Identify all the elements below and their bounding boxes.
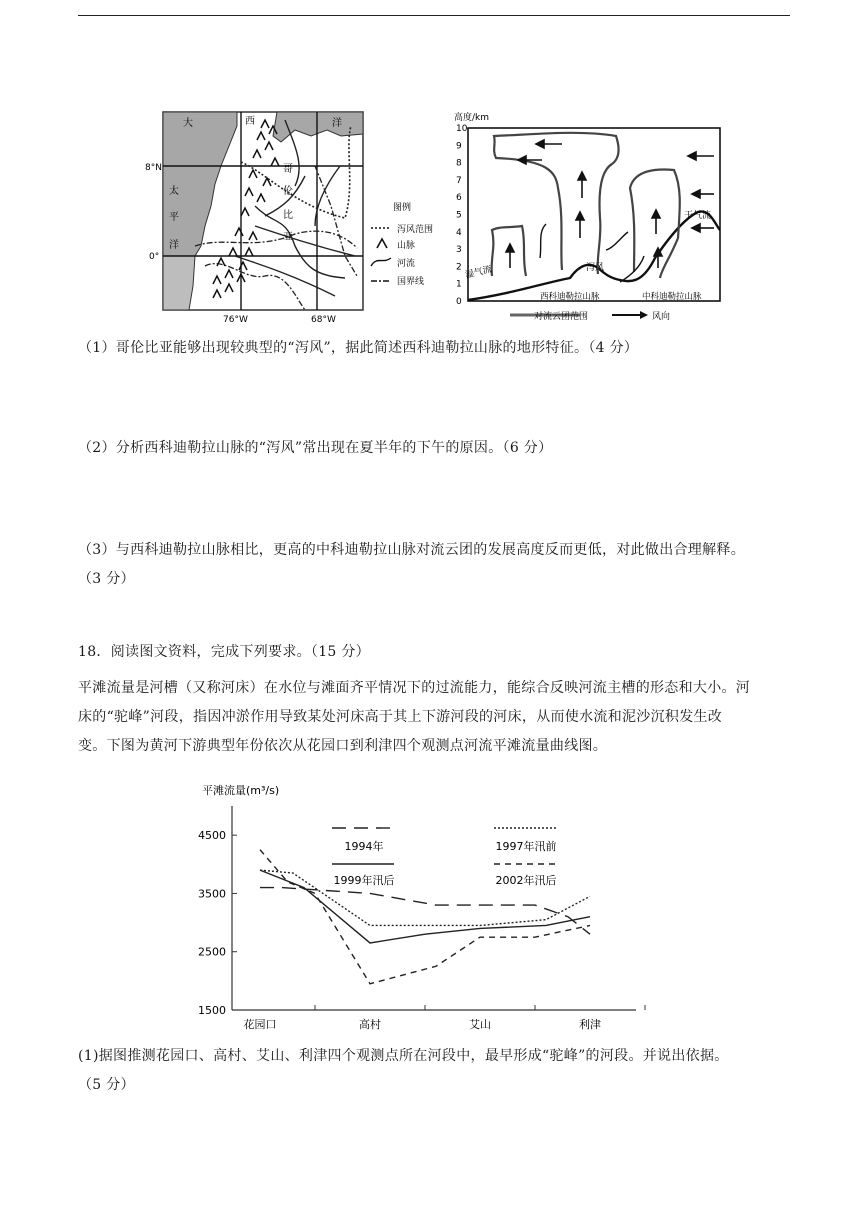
profile-ytick: 5 xyxy=(456,210,462,221)
map-country-label: 亚 xyxy=(283,232,293,243)
label-west-range: 西科迪勒拉山脉 xyxy=(540,292,600,302)
stem-line: 变。下图为黄河下游典型年份依次从花园口到利津四个观测点河流平滩流量曲线图。 xyxy=(78,738,608,754)
header-rule xyxy=(78,15,790,16)
chart-ytick-label: 4500 xyxy=(198,829,226,843)
map-legend-title: 图例 xyxy=(393,203,412,213)
map-country-label: 哥 xyxy=(283,164,293,175)
map-country-label: 比 xyxy=(283,210,293,221)
map-legend-item: 河流 xyxy=(397,259,416,269)
map-ocean-label: 洋 xyxy=(332,118,342,129)
map-legend-item: 山脉 xyxy=(397,241,416,251)
legend-wind: 风向 xyxy=(652,312,671,322)
question-1: （1）哥伦比亚能够出现较典型的“泻风”，据此简述西科迪勒拉山脉的地形特征。（4 分） xyxy=(78,340,639,356)
profile-ytick: 3 xyxy=(456,245,462,256)
question-3 xyxy=(78,536,790,594)
profile-ytick: 8 xyxy=(456,158,462,169)
label-central-range: 中科迪勒拉山脉 xyxy=(642,292,702,302)
map-ocean-label: 西 xyxy=(245,116,255,127)
map-legend-item: 国界线 xyxy=(397,277,425,287)
profile-ytick: 4 xyxy=(456,227,462,238)
profile-ytick: 9 xyxy=(456,141,462,152)
chart-legend-label: 1994年 xyxy=(344,840,384,853)
map-lon-label: 76°W xyxy=(223,315,248,325)
map-ocean-label: 洋 xyxy=(169,240,179,251)
foehn-profile-diagram xyxy=(430,108,730,328)
map-country-label: 伦 xyxy=(283,186,293,197)
chart-xtick-label: 花园口 xyxy=(243,1018,277,1031)
question-18-title: 18．阅读图文资料，完成下列要求。（15 分） xyxy=(78,644,370,660)
stem-line: 平滩流量是河槽（又称河床）在水位与滩面齐平情况下的过流能力，能综合反映河流主槽的形态和大小。河 xyxy=(78,680,751,696)
profile-ytick: 6 xyxy=(456,193,462,204)
chart-xtick-label: 艾山 xyxy=(469,1018,491,1031)
stem-line: 床的“驼峰”河段，指因冲淤作用导致某处河床高于其上下游河段的河床，从而使水流和泥沙沉积发生改 xyxy=(78,709,723,725)
chart-ylabel: 平滩流量(m³/s) xyxy=(202,784,280,797)
question-2: （2）分析西科迪勒拉山脉的“泻风”常出现在夏半年的下午的原因。（6 分） xyxy=(78,440,553,456)
label-dry-flow: 干气流 xyxy=(684,211,712,221)
chart-ytick-label: 2500 xyxy=(198,945,226,959)
profile-ytick: 1 xyxy=(456,279,462,290)
chart-xtick-label: 利津 xyxy=(579,1018,601,1031)
label-downslope: 泻风 xyxy=(586,263,605,273)
question-18-1-line2: （5 分） xyxy=(78,1077,135,1093)
profile-ytick: 10 xyxy=(456,124,468,134)
profile-ytick: 2 xyxy=(456,262,462,273)
chart-legend-label: 1999年汛后 xyxy=(333,874,395,887)
legend-cloud: 对流云团范围 xyxy=(534,312,589,322)
question-18-1 xyxy=(78,1042,790,1100)
chart-legend-label: 1997年汛前 xyxy=(495,840,557,853)
map-legend-item: 泻风范围 xyxy=(397,225,434,235)
chart-ytick-label: 1500 xyxy=(198,1004,226,1017)
map-lon-label: 68°W xyxy=(311,315,336,325)
question-3-line1: （3）与西科迪勒拉山脉相比，更高的中科迪勒拉山脉对流云团的发展高度反而更低，对此做出合理解释。 xyxy=(78,542,746,558)
chart-ytick-label: 3500 xyxy=(198,887,226,901)
profile-ylabel: 高度/km xyxy=(454,113,490,123)
chart-legend-label: 2002年汛后 xyxy=(495,874,557,887)
bankfull-discharge-chart xyxy=(180,778,650,1038)
question-3-line2: （3 分） xyxy=(78,571,135,587)
question-18-1-line1: (1)据图推测花园口、高村、艾山、利津四个观测点所在河段中，最早形成“驼峰”的河段。并说出依据。 xyxy=(78,1048,729,1064)
chart-series-line xyxy=(260,888,590,935)
colombia-map xyxy=(145,106,445,326)
map-lat-label: 8°N xyxy=(145,163,162,173)
question-18-stem xyxy=(78,674,790,761)
map-lat-label: 0° xyxy=(149,252,160,262)
map-ocean-label: 大 xyxy=(183,118,193,129)
chart-series-line xyxy=(260,850,590,984)
map-ocean-label: 太 xyxy=(169,186,179,197)
chart-xtick-label: 高村 xyxy=(359,1018,381,1031)
label-wet-flow: 湿气流 xyxy=(464,264,493,281)
map-ocean-label: 平 xyxy=(169,212,179,223)
profile-ytick: 0 xyxy=(456,297,462,307)
profile-ytick: 7 xyxy=(456,175,462,186)
